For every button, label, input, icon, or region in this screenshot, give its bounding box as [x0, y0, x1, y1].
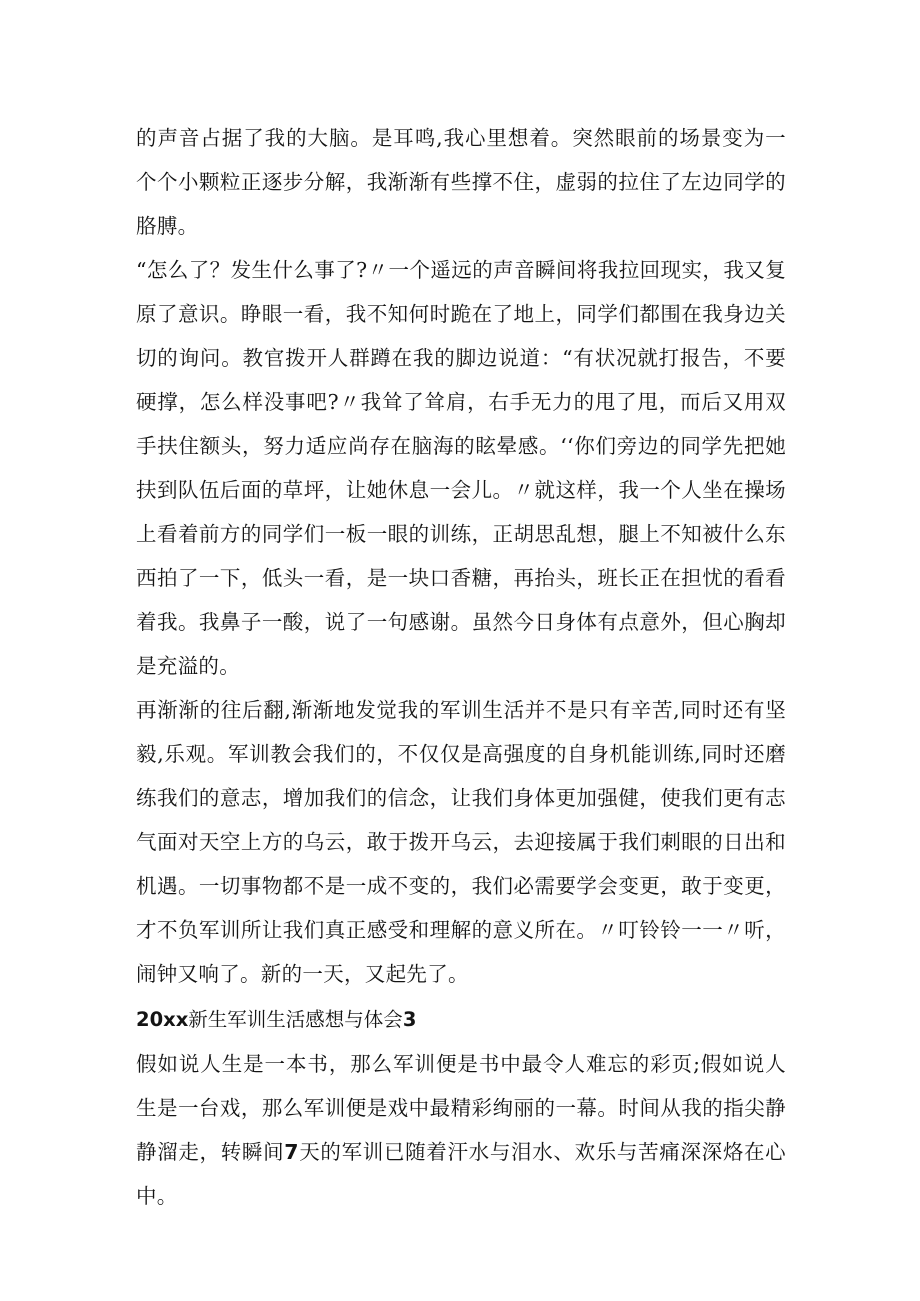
- heading-number: 3: [402, 1008, 417, 1031]
- document-body: [136, 116, 786, 1218]
- paragraph-1: 的声音占据了我的大脑。是耳鸣,我心里想着。突然眼前的场景变为一个个小颗粒正逐步分解，我渐渐有些撑不住，虚弱的拉住了左边同学的胳膊。: [136, 126, 786, 238]
- paragraph-4-number: 7: [284, 1140, 299, 1164]
- paragraph-4-part-1: 假如说人生是一本书，那么军训便是书中最令人难忘的彩页;假如说人生是一台戏，那么军训便是戏中最精彩绚丽的一幕。时间从我的指尖静静溜走，转瞬间: [136, 1052, 786, 1164]
- paragraph-4-part-2: 天的军训已随着汗水与泪水、欢乐与苦痛深深烙在心中。: [136, 1140, 786, 1208]
- paragraph-3: 再渐渐的往后翻,渐渐地发觉我的军训生活并不是只有辛苦,同时还有坚毅,乐观。军训教会我们的，不仅仅是高强度的自身机能训练,同时还磨练我们的意志，增加我们的信念，让我们身体更加强健，使我们更有志气面对天空上方的乌云，敢于拨开乌云，去迎接属于我们刺眼的日出和机遇。一切事物都不是一成不变的，我们必需要学会变更，敢于变更，才不负军训所让我们真正感受和理解的意义所在。〃叮铃铃一一〃听，闹钟又响了。新的一天，又起先了。: [136, 698, 786, 986]
- heading-title: 新生军训生活感想与体会: [188, 1008, 403, 1031]
- section-heading: [136, 998, 786, 1042]
- paragraph-4: [136, 1042, 786, 1218]
- heading-year: 20xx: [136, 1008, 189, 1031]
- paragraph-2: “怎么了？发生什么事了?〃一个遥远的声音瞬间将我拉回现实，我又复原了意识。睁眼一看，我不知何时跪在了地上，同学们都围在我身边关切的询问。教官拨开人群蹲在我的脚边说道：“有状况就打报告，不要硬撑，怎么样没事吧?〃我耸了耸肩，右手无力的甩了甩，而后又用双手扶住额头，努力适应尚存在脑海的眩晕感。‘‘你们旁边的同学先把她扶到队伍后面的草坪，让她休息一会儿。〃就这样，我一个人坐在操场上看着前方的同学们一板一眼的训练，正胡思乱想，腿上不知被什么东西拍了一下，低头一看，是一块口香糖，再抬头，班长正在担忧的看看着我。我鼻子一酸，说了一句感谢。虽然今日身体有点意外，但心胸却是充溢的。: [136, 258, 786, 678]
